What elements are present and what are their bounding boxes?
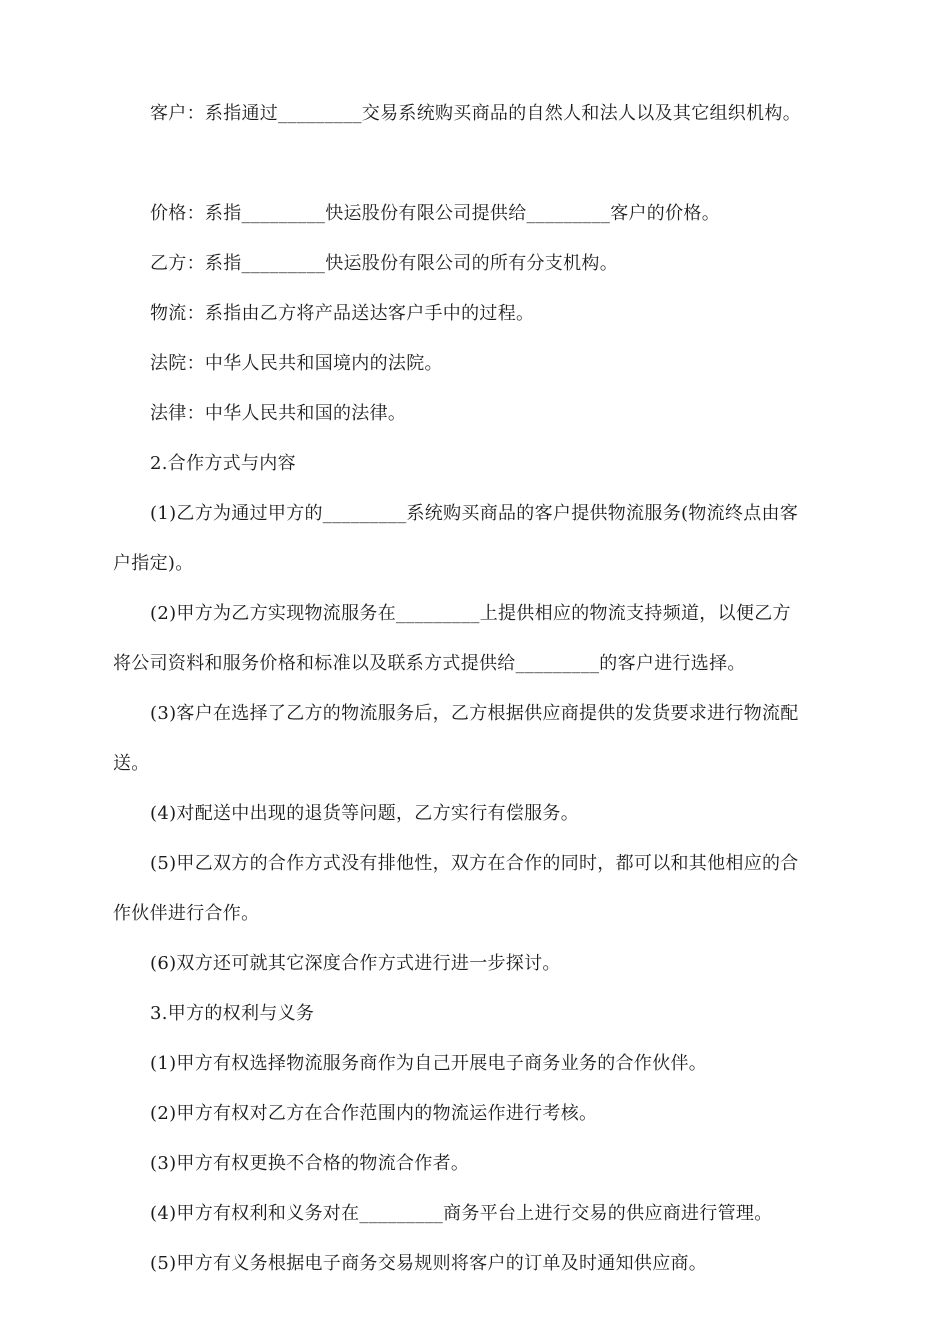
party-a-item-4: (4)甲方有权利和义务对在_________商务平台上进行交易的供应商进行管理。 xyxy=(150,1203,773,1224)
cooperation-item-4: (4)对配送中出现的退货等问题，乙方实行有偿服务。 xyxy=(150,803,579,824)
cooperation-item-5-cont: 作伙伴进行合作。 xyxy=(113,903,260,924)
section-heading-cooperation: 2.合作方式与内容 xyxy=(150,453,296,474)
definition-court: 法院：中华人民共和国境内的法院。 xyxy=(150,353,443,374)
cooperation-item-3-cont: 送。 xyxy=(113,753,150,774)
cooperation-item-6: (6)双方还可就其它深度合作方式进行进一步探讨。 xyxy=(150,953,561,974)
definition-law: 法律：中华人民共和国的法律。 xyxy=(150,403,407,424)
party-a-item-1: (1)甲方有权选择物流服务商作为自己开展电子商务业务的合作伙伴。 xyxy=(150,1053,708,1074)
definition-logistics: 物流：系指由乙方将产品送达客户手中的过程。 xyxy=(150,303,535,324)
section-heading-party-a: 3.甲方的权利与义务 xyxy=(150,1003,315,1024)
cooperation-item-1: (1)乙方为通过甲方的_________系统购买商品的客户提供物流服务(物流终点由客 xyxy=(150,503,799,524)
party-a-item-5: (5)甲方有义务根据电子商务交易规则将客户的订单及时通知供应商。 xyxy=(150,1253,708,1274)
definition-price: 价格：系指_________快运股份有限公司提供给_________客户的价格。 xyxy=(150,203,720,224)
definition-customer: 客户：系指通过_________交易系统购买商品的自然人和法人以及其它组织机构。 xyxy=(150,103,801,124)
party-a-item-2: (2)甲方有权对乙方在合作范围内的物流运作进行考核。 xyxy=(150,1103,598,1124)
cooperation-item-3: (3)客户在选择了乙方的物流服务后，乙方根据供应商提供的发货要求进行物流配 xyxy=(150,703,799,724)
cooperation-item-2: (2)甲方为乙方实现物流服务在_________上提供相应的物流支持频道，以便乙方 xyxy=(150,603,791,624)
party-a-item-3: (3)甲方有权更换不合格的物流合作者。 xyxy=(150,1153,470,1174)
definition-party-b: 乙方：系指_________快运股份有限公司的所有分支机构。 xyxy=(150,253,618,274)
cooperation-item-5: (5)甲乙双方的合作方式没有排他性，双方在合作的同时，都可以和其他相应的合 xyxy=(150,853,799,874)
cooperation-item-2-cont: 将公司资料和服务价格和标准以及联系方式提供给_________的客户进行选择。 xyxy=(113,653,746,674)
cooperation-item-1-cont: 户指定)。 xyxy=(113,553,194,574)
